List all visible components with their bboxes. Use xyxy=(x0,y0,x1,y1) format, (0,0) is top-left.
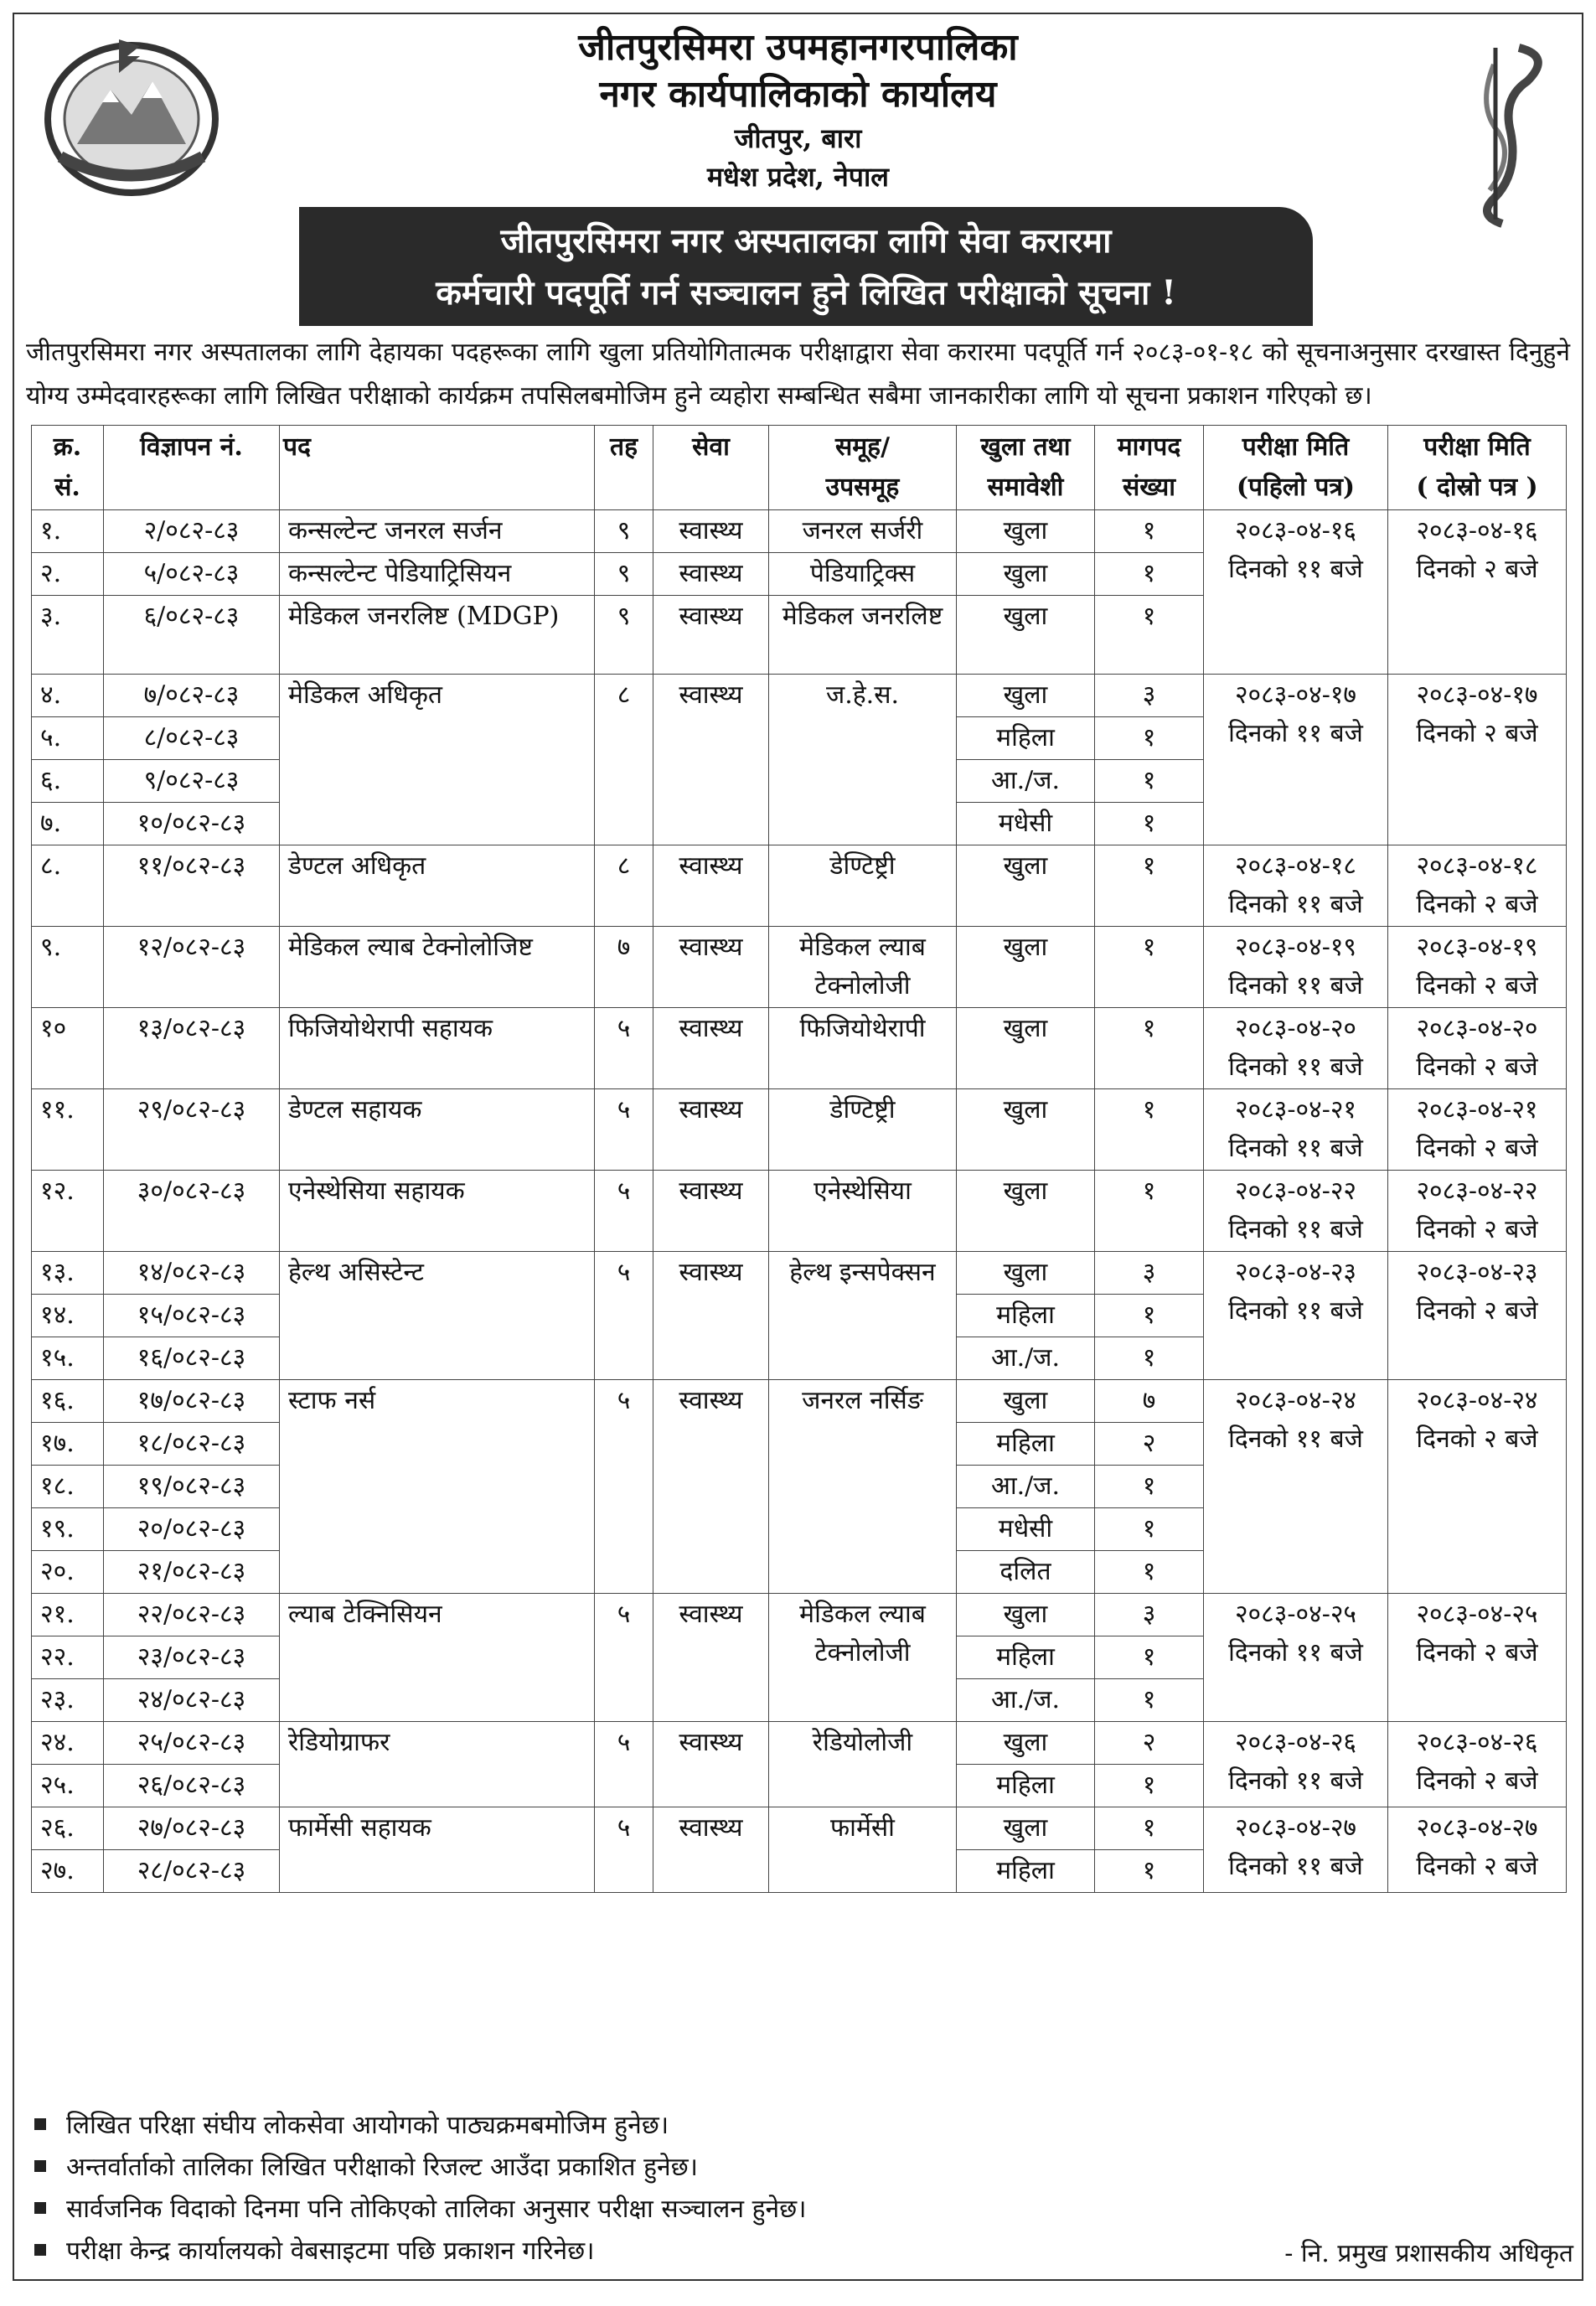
exam1-date: २०८३-०४-२१ xyxy=(1234,1095,1357,1125)
count-cell: १ xyxy=(1095,1636,1204,1679)
col-exam2: परीक्षा मिति ( दोस्रो पत्र ) xyxy=(1388,426,1567,510)
exam1-cell xyxy=(1204,927,1388,1008)
quota-cell: महिला xyxy=(957,1765,1095,1807)
serial-cell: १८. xyxy=(32,1466,104,1508)
table-row xyxy=(32,1252,1567,1295)
exam2-date: २०८३-०४-२० xyxy=(1416,1014,1538,1043)
notice-page xyxy=(13,13,1583,2281)
note-item: परीक्षा केन्द्र कार्यालयको वेबसाइटमा पछि प्रकाशन गरिनेछ। xyxy=(31,2231,1573,2272)
level-cell: ५ xyxy=(595,1594,653,1722)
exam2-date: २०८३-०४-२७ xyxy=(1416,1813,1538,1843)
exam2-time: दिनको २ बजे xyxy=(1416,1766,1538,1796)
serial-cell: १. xyxy=(32,510,104,553)
exam2-time: दिनको २ बजे xyxy=(1416,1134,1538,1163)
exam2-cell xyxy=(1388,1722,1567,1807)
level-cell: ९ xyxy=(595,596,653,675)
post-cell: कन्सल्टेन्ट पेडियाट्रिसियन xyxy=(280,553,595,596)
exam1-cell xyxy=(1204,1089,1388,1171)
table-row xyxy=(32,1722,1567,1765)
serial-cell: २६. xyxy=(32,1807,104,1850)
service-cell: स्वास्थ्य xyxy=(653,553,769,596)
adv-number-cell: ११/०८२-८३ xyxy=(104,845,280,927)
level-cell: ९ xyxy=(595,553,653,596)
serial-cell: २२. xyxy=(32,1636,104,1679)
level-cell: ५ xyxy=(595,1089,653,1171)
exam1-time: दिनको ११ बजे xyxy=(1228,1638,1363,1667)
exam2-time: दिनको २ बजे xyxy=(1416,1215,1538,1244)
note-item: सार्वजनिक विदाको दिनमा पनि तोकिएको तालिका अनुसार परीक्षा सञ्चालन हुनेछ। xyxy=(31,2189,1573,2231)
post-cell: कन्सल्टेन्ट जनरल सर्जन xyxy=(280,510,595,553)
count-cell: १ xyxy=(1095,1765,1204,1807)
adv-number-cell: १७/०८२-८३ xyxy=(104,1380,280,1423)
exam2-cell xyxy=(1388,1252,1567,1380)
exam1-cell xyxy=(1204,1594,1388,1722)
quota-cell: महिला xyxy=(957,1850,1095,1893)
exam2-time: दिनको २ बजे xyxy=(1416,1424,1538,1454)
count-cell: १ xyxy=(1095,1295,1204,1337)
service-cell: स्वास्थ्य xyxy=(653,1008,769,1089)
count-cell: ३ xyxy=(1095,1252,1204,1295)
adv-number-cell: १८/०८२-८३ xyxy=(104,1423,280,1466)
level-cell: ८ xyxy=(595,675,653,845)
exam1-cell xyxy=(1204,1722,1388,1807)
note-item: अन्तर्वार्ताको तालिका लिखित परीक्षाको रिजल्ट आउँदा प्रकाशित हुनेछ। xyxy=(31,2147,1573,2189)
col-group: समूह/ उपसमूह xyxy=(769,426,957,510)
post-cell: मेडिकल ल्याब टेक्नोलोजिष्ट xyxy=(280,927,595,1008)
exam2-cell xyxy=(1388,1594,1567,1722)
exam2-date: २०८३-०४-१७ xyxy=(1416,680,1538,710)
quota-cell: महिला xyxy=(957,1636,1095,1679)
quota-cell: खुला xyxy=(957,1594,1095,1636)
col-service: सेवा xyxy=(653,426,769,510)
adv-number-cell: २४/०८२-८३ xyxy=(104,1679,280,1722)
exam1-date: २०८३-०४-२२ xyxy=(1234,1176,1357,1206)
quota-cell: आ./ज. xyxy=(957,1679,1095,1722)
exam2-date: २०८३-०४-२६ xyxy=(1416,1728,1538,1757)
service-cell: स्वास्थ्य xyxy=(653,675,769,845)
adv-number-cell: १४/०८२-८३ xyxy=(104,1252,280,1295)
exam1-time: दिनको ११ बजे xyxy=(1228,1852,1363,1881)
level-cell: ८ xyxy=(595,845,653,927)
serial-cell: ४. xyxy=(32,675,104,717)
banner-line1: जीतपुरसिमरा नगर अस्पतालका लागि सेवा करारमा xyxy=(500,221,1112,261)
service-cell: स्वास्थ्य xyxy=(653,1594,769,1722)
exam2-time: दिनको २ बजे xyxy=(1416,1052,1538,1082)
post-cell: डेण्टल अधिकृत xyxy=(280,845,595,927)
table-row xyxy=(32,510,1567,553)
quota-cell: खुला xyxy=(957,510,1095,553)
exam2-time: दिनको २ बजे xyxy=(1416,719,1538,748)
count-cell: १ xyxy=(1095,1089,1204,1171)
adv-number-cell: ७/०८२-८३ xyxy=(104,675,280,717)
exam1-date: २०८३-०४-१९ xyxy=(1234,933,1357,962)
exam2-date: २०८३-०४-१९ xyxy=(1416,933,1538,962)
adv-number-cell: २९/०८२-८३ xyxy=(104,1089,280,1171)
organization-name xyxy=(14,24,1582,195)
exam1-date: २०८३-०४-२५ xyxy=(1234,1600,1357,1629)
service-cell: स्वास्थ्य xyxy=(653,1252,769,1380)
quota-cell: खुला xyxy=(957,553,1095,596)
col-post: पद xyxy=(280,426,595,510)
subgroup-cell: एनेस्थेसिया xyxy=(769,1171,957,1252)
adv-number-cell: २६/०८२-८३ xyxy=(104,1765,280,1807)
count-cell: १ xyxy=(1095,927,1204,1008)
exam1-date: २०८३-०४-२७ xyxy=(1234,1813,1357,1843)
exam2-time: दिनको २ बजे xyxy=(1416,555,1538,584)
level-cell: ५ xyxy=(595,1008,653,1089)
exam1-time: दिनको ११ बजे xyxy=(1228,1052,1363,1082)
subgroup-cell: डेण्टिष्ट्री xyxy=(769,1089,957,1171)
exam2-date: २०८३-०४-२२ xyxy=(1416,1176,1538,1206)
exam1-time: दिनको ११ बजे xyxy=(1228,1766,1363,1796)
adv-number-cell: १३/०८२-८३ xyxy=(104,1008,280,1089)
table-header-row xyxy=(32,426,1567,510)
serial-cell: २. xyxy=(32,553,104,596)
quota-cell: खुला xyxy=(957,1252,1095,1295)
count-cell: १ xyxy=(1095,1466,1204,1508)
serial-cell: २३. xyxy=(32,1679,104,1722)
service-cell: स्वास्थ्य xyxy=(653,510,769,553)
note-item: लिखित परिक्षा संघीय लोकसेवा आयोगको पाठ्यक्रमबमोजिम हुनेछ। xyxy=(31,2105,1573,2147)
subgroup-cell: मेडिकल ल्याब टेक्नोलोजी xyxy=(769,1594,957,1722)
exam2-time: दिनको २ बजे xyxy=(1416,1296,1538,1326)
service-cell: स्वास्थ्य xyxy=(653,596,769,675)
quota-cell: खुला xyxy=(957,845,1095,927)
adv-number-cell: १२/०८२-८३ xyxy=(104,927,280,1008)
count-cell: १ xyxy=(1095,596,1204,675)
post-cell: मेडिकल जनरलिष्ट (MDGP) xyxy=(280,596,595,675)
exam2-date: २०८३-०४-२१ xyxy=(1416,1095,1538,1125)
count-cell: ७ xyxy=(1095,1380,1204,1423)
exam2-date: २०८३-०४-१८ xyxy=(1416,851,1538,881)
serial-cell: १३. xyxy=(32,1252,104,1295)
level-cell: ५ xyxy=(595,1380,653,1594)
count-cell: १ xyxy=(1095,510,1204,553)
exam1-cell xyxy=(1204,1807,1388,1893)
count-cell: १ xyxy=(1095,1850,1204,1893)
exam1-cell xyxy=(1204,1252,1388,1380)
level-cell: ५ xyxy=(595,1252,653,1380)
quota-cell: मधेसी xyxy=(957,803,1095,845)
quota-cell: खुला xyxy=(957,596,1095,675)
count-cell: १ xyxy=(1095,553,1204,596)
subgroup-cell: जनरल सर्जरी xyxy=(769,510,957,553)
exam2-time: दिनको २ बजे xyxy=(1416,971,1538,1000)
exam2-date: २०८३-०४-२५ xyxy=(1416,1600,1538,1629)
exam2-cell xyxy=(1388,1807,1567,1893)
serial-cell: ६. xyxy=(32,760,104,803)
count-cell: १ xyxy=(1095,803,1204,845)
table-body xyxy=(32,510,1567,1893)
signature: - नि. प्रमुख प्रशासकीय अधिकृत xyxy=(1284,2239,1573,2268)
table-row xyxy=(32,1008,1567,1089)
exam2-cell xyxy=(1388,1008,1567,1089)
count-cell: १ xyxy=(1095,1807,1204,1850)
exam1-date: २०८३-०४-१६ xyxy=(1234,516,1357,545)
adv-number-cell: २१/०८२-८३ xyxy=(104,1551,280,1594)
post-cell: रेडियोग्राफर xyxy=(280,1722,595,1807)
adv-number-cell: २८/०८२-८३ xyxy=(104,1850,280,1893)
count-cell: २ xyxy=(1095,1423,1204,1466)
exam-schedule-table xyxy=(31,425,1567,1893)
level-cell: ५ xyxy=(595,1171,653,1252)
quota-cell: महिला xyxy=(957,717,1095,760)
service-cell: स्वास्थ्य xyxy=(653,927,769,1008)
quota-cell: खुला xyxy=(957,1380,1095,1423)
bullet-icon xyxy=(34,2160,46,2172)
adv-number-cell: १६/०८२-८३ xyxy=(104,1337,280,1380)
serial-cell: २५. xyxy=(32,1765,104,1807)
subgroup-cell: ज.हे.स. xyxy=(769,675,957,845)
serial-cell: १५. xyxy=(32,1337,104,1380)
table-row xyxy=(32,675,1567,717)
exam1-date: २०८३-०४-२३ xyxy=(1234,1258,1357,1287)
exam2-date: २०८३-०४-१६ xyxy=(1416,516,1538,545)
serial-cell: १६. xyxy=(32,1380,104,1423)
serial-cell: १० xyxy=(32,1008,104,1089)
quota-cell: खुला xyxy=(957,1807,1095,1850)
exam2-cell xyxy=(1388,1380,1567,1594)
count-cell: १ xyxy=(1095,1337,1204,1380)
exam1-time: दिनको ११ बजे xyxy=(1228,1134,1363,1163)
count-cell: १ xyxy=(1095,760,1204,803)
serial-cell: १७. xyxy=(32,1423,104,1466)
exam1-date: २०८३-०४-२६ xyxy=(1234,1728,1357,1757)
count-cell: ३ xyxy=(1095,675,1204,717)
service-cell: स्वास्थ्य xyxy=(653,1171,769,1252)
quota-cell: आ./ज. xyxy=(957,760,1095,803)
table-row xyxy=(32,1171,1567,1252)
count-cell: १ xyxy=(1095,845,1204,927)
quota-cell: महिला xyxy=(957,1295,1095,1337)
adv-number-cell: १५/०८२-८३ xyxy=(104,1295,280,1337)
service-cell: स्वास्थ्य xyxy=(653,845,769,927)
table-row xyxy=(32,1089,1567,1171)
service-cell: स्वास्थ्य xyxy=(653,1722,769,1807)
post-cell: मेडिकल अधिकृत xyxy=(280,675,595,845)
service-cell: स्वास्थ्य xyxy=(653,1807,769,1893)
exam1-time: दिनको ११ बजे xyxy=(1228,971,1363,1000)
serial-cell: ५. xyxy=(32,717,104,760)
quota-cell: दलित xyxy=(957,1551,1095,1594)
serial-cell: २१. xyxy=(32,1594,104,1636)
post-cell: ल्याब टेक्निसियन xyxy=(280,1594,595,1722)
quota-cell: आ./ज. xyxy=(957,1466,1095,1508)
serial-cell: ९. xyxy=(32,927,104,1008)
level-cell: ५ xyxy=(595,1807,653,1893)
org-line3: जीतपुर, बारा xyxy=(734,122,862,154)
org-line4: मधेश प्रदेश, नेपाल xyxy=(707,161,889,193)
adv-number-cell: २५/०८२-८३ xyxy=(104,1722,280,1765)
exam2-time: दिनको २ बजे xyxy=(1416,890,1538,919)
exam1-date: २०८३-०४-१८ xyxy=(1234,851,1357,881)
bullet-icon xyxy=(34,2244,46,2256)
serial-cell: २७. xyxy=(32,1850,104,1893)
exam1-time: दिनको ११ बजे xyxy=(1228,719,1363,748)
service-cell: स्वास्थ्य xyxy=(653,1089,769,1171)
subgroup-cell: जनरल नर्सिङ xyxy=(769,1380,957,1594)
serial-cell: २४. xyxy=(32,1722,104,1765)
exam1-time: दिनको ११ बजे xyxy=(1228,555,1363,584)
serial-cell: १४. xyxy=(32,1295,104,1337)
exam2-date: २०८३-०४-२४ xyxy=(1416,1386,1538,1415)
quota-cell: खुला xyxy=(957,1089,1095,1171)
adv-number-cell: ५/०८२-८३ xyxy=(104,553,280,596)
quota-cell: खुला xyxy=(957,1722,1095,1765)
exam1-time: दिनको ११ बजे xyxy=(1228,1424,1363,1454)
quota-cell: खुला xyxy=(957,1008,1095,1089)
col-level: तह xyxy=(595,426,653,510)
adv-number-cell: ६/०८२-८३ xyxy=(104,596,280,675)
quota-cell: मधेसी xyxy=(957,1508,1095,1551)
exam2-cell xyxy=(1388,927,1567,1008)
count-cell: १ xyxy=(1095,717,1204,760)
serial-cell: १९. xyxy=(32,1508,104,1551)
count-cell: २ xyxy=(1095,1722,1204,1765)
exam2-cell xyxy=(1388,1089,1567,1171)
table-row xyxy=(32,1594,1567,1636)
bullet-icon xyxy=(34,2118,46,2130)
subgroup-cell: मेडिकल जनरलिष्ट xyxy=(769,596,957,675)
post-cell: डेण्टल सहायक xyxy=(280,1089,595,1171)
post-cell: हेल्थ असिस्टेन्ट xyxy=(280,1252,595,1380)
col-quota: खुला तथा समावेशी xyxy=(957,426,1095,510)
count-cell: १ xyxy=(1095,1008,1204,1089)
post-cell: स्टाफ नर्स xyxy=(280,1380,595,1594)
table-row xyxy=(32,1380,1567,1423)
subgroup-cell: रेडियोलोजी xyxy=(769,1722,957,1807)
serial-cell: ११. xyxy=(32,1089,104,1171)
adv-number-cell: २०/०८२-८३ xyxy=(104,1508,280,1551)
count-cell: १ xyxy=(1095,1551,1204,1594)
exam1-time: दिनको ११ बजे xyxy=(1228,890,1363,919)
table-row xyxy=(32,1807,1567,1850)
exam1-cell xyxy=(1204,1380,1388,1594)
quota-cell: खुला xyxy=(957,675,1095,717)
count-cell: १ xyxy=(1095,1679,1204,1722)
post-cell: एनेस्थेसिया सहायक xyxy=(280,1171,595,1252)
subgroup-cell: मेडिकल ल्याब टेक्नोलोजी xyxy=(769,927,957,1008)
adv-number-cell: १०/०८२-८३ xyxy=(104,803,280,845)
subgroup-cell: फिजियोथेरापी xyxy=(769,1008,957,1089)
notice-header xyxy=(14,14,1582,324)
level-cell: ९ xyxy=(595,510,653,553)
quota-cell: महिला xyxy=(957,1423,1095,1466)
exam1-time: दिनको ११ बजे xyxy=(1228,1296,1363,1326)
bullet-icon xyxy=(34,2202,46,2214)
org-line1: जीतपुरसिमरा उपमहानगरपालिका xyxy=(578,26,1018,69)
notice-title-banner xyxy=(299,207,1313,326)
col-exam1: परीक्षा मिति (पहिलो पत्र) xyxy=(1204,426,1388,510)
serial-cell: १२. xyxy=(32,1171,104,1252)
exam1-date: २०८३-०४-१७ xyxy=(1234,680,1357,710)
exam2-cell xyxy=(1388,1171,1567,1252)
adv-number-cell: २/०८२-८३ xyxy=(104,510,280,553)
quota-cell: खुला xyxy=(957,1171,1095,1252)
exam1-cell xyxy=(1204,845,1388,927)
adv-number-cell: ९/०८२-८३ xyxy=(104,760,280,803)
exam2-time: दिनको २ बजे xyxy=(1416,1638,1538,1667)
exam2-cell xyxy=(1388,675,1567,845)
exam1-cell xyxy=(1204,1171,1388,1252)
subgroup-cell: हेल्थ इन्सपेक्सन xyxy=(769,1252,957,1380)
adv-number-cell: ८/०८२-८३ xyxy=(104,717,280,760)
level-cell: ५ xyxy=(595,1722,653,1807)
exam1-cell xyxy=(1204,675,1388,845)
col-count: मागपद संख्या xyxy=(1095,426,1204,510)
subgroup-cell: फार्मेसी xyxy=(769,1807,957,1893)
quota-cell: आ./ज. xyxy=(957,1337,1095,1380)
adv-number-cell: २२/०८२-८३ xyxy=(104,1594,280,1636)
exam1-date: २०८३-०४-२० xyxy=(1234,1014,1357,1043)
subgroup-cell: पेडियाट्रिक्स xyxy=(769,553,957,596)
subgroup-cell: डेण्टिष्ट्री xyxy=(769,845,957,927)
post-cell: फिजियोथेरापी सहायक xyxy=(280,1008,595,1089)
service-cell: स्वास्थ्य xyxy=(653,1380,769,1594)
col-sn: क्र. सं. xyxy=(32,426,104,510)
exam1-time: दिनको ११ बजे xyxy=(1228,1215,1363,1244)
exam1-cell xyxy=(1204,1008,1388,1089)
exam2-date: २०८३-०४-२३ xyxy=(1416,1258,1538,1287)
post-cell: फार्मेसी सहायक xyxy=(280,1807,595,1893)
serial-cell: ८. xyxy=(32,845,104,927)
serial-cell: ३. xyxy=(32,596,104,675)
table-row xyxy=(32,927,1567,1008)
adv-number-cell: ३०/०८२-८३ xyxy=(104,1171,280,1252)
exam2-cell xyxy=(1388,845,1567,927)
col-adv: विज्ञापन नं. xyxy=(104,426,280,510)
quota-cell: खुला xyxy=(957,927,1095,1008)
count-cell: १ xyxy=(1095,1508,1204,1551)
exam2-time: दिनको २ बजे xyxy=(1416,1852,1538,1881)
exam1-cell xyxy=(1204,510,1388,675)
banner-line2: कर्मचारी पदपूर्ति गर्न सञ्चालन हुने लिखित परीक्षाको सूचना ! xyxy=(436,273,1176,313)
serial-cell: २०. xyxy=(32,1551,104,1594)
serial-cell: ७. xyxy=(32,803,104,845)
count-cell: १ xyxy=(1095,1171,1204,1252)
intro-paragraph: जीतपुरसिमरा नगर अस्पतालका लागि देहायका पदहरूका लागि खुला प्रतियोगितात्मक परीक्षाद्वारा सेवा करारमा पदपूर्ति गर्न २०८३-०१-१८ को सूचनाअनुसार दरखास्त दिनुहुने योग्य उम्मेदवारहरूका लागि लिखित परीक्षाको कार्यक्रम तपसिलबमोजिम हुने व्यहोरा सम्बन्धित सबैमा जानकारीका लागि यो सूचना प्रकाशन गरिएको छ। xyxy=(26,338,1570,411)
org-line2: नगर कार्यपालिकाको कार्यालय xyxy=(599,73,997,116)
level-cell: ७ xyxy=(595,927,653,1008)
adv-number-cell: १९/०८२-८३ xyxy=(104,1466,280,1508)
adv-number-cell: २७/०८२-८३ xyxy=(104,1807,280,1850)
exam2-cell xyxy=(1388,510,1567,675)
table-row xyxy=(32,845,1567,927)
count-cell: ३ xyxy=(1095,1594,1204,1636)
adv-number-cell: २३/०८२-८३ xyxy=(104,1636,280,1679)
exam1-date: २०८३-०४-२४ xyxy=(1234,1386,1357,1415)
